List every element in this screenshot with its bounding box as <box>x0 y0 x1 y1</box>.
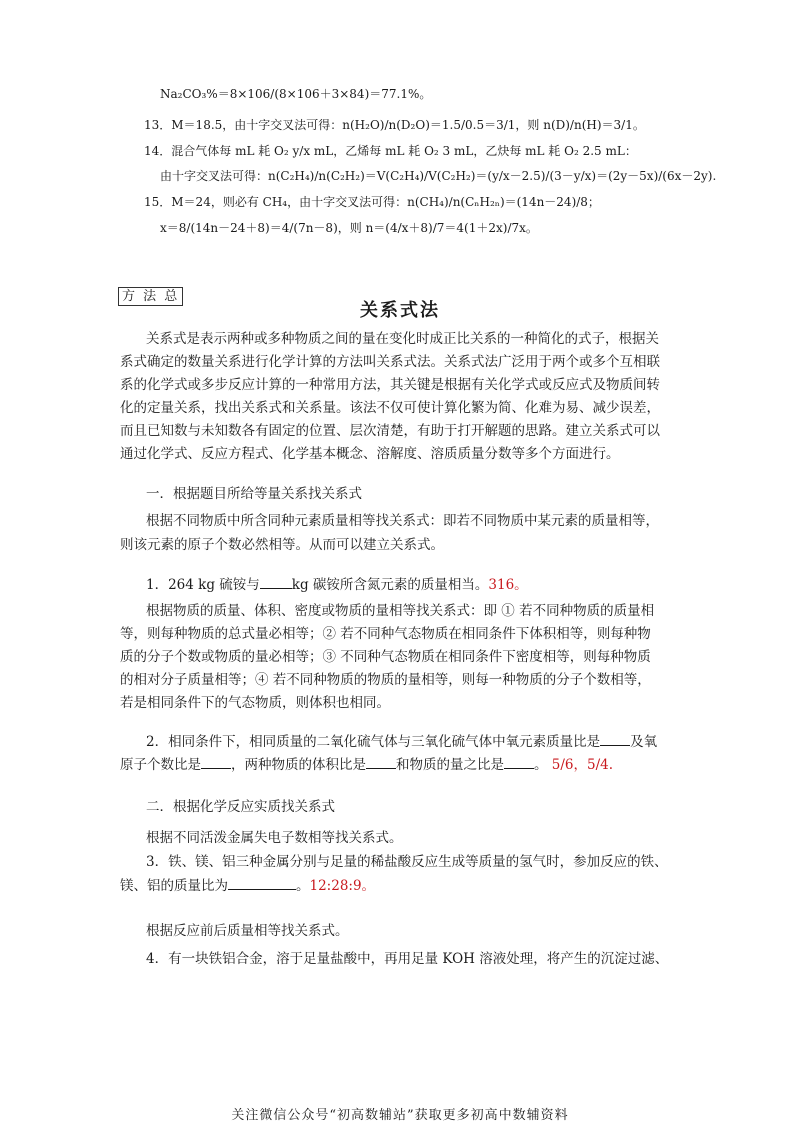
solution-na2co3: Na₂CO₃%＝8×106/(8×106＋3×84)＝77.1%。 <box>160 87 432 101</box>
section1-rule2-line: 质的分子个数或物质的量必相等；③ 不同种气态物质在相同条件下密度相等，则每种物质 <box>120 649 651 665</box>
question-3-text: 。 <box>296 878 310 894</box>
page-footer: 关注微信公众号“初高数辅站”获取更多初高中数辅资料 <box>231 1108 569 1123</box>
question-2-text: 2．相同条件下，相同质量的二氧化硫气体与三氧化硫气体中氧元素质量比是 <box>146 734 601 750</box>
question-1-text-post: kg 碳铵所含氮元素的质量相当。 <box>291 577 489 593</box>
question-3-text: 镁、铝的质量比为 <box>120 878 228 894</box>
intro-line: 化的定量关系，找出关系式和关系量。该法不仅可使计算化繁为简、化难为易、减少误差， <box>120 400 660 416</box>
solution-14-line1: 14．混合气体每 mL 耗 O₂ y/x mL，乙烯每 mL 耗 O₂ 3 mL，乙炔每 mL 耗 O₂ 2.5 mL： <box>144 144 637 158</box>
section1-rule-line: 根据不同物质中所含同种元素质量相等找关系式：即若不同物质中某元素的质量相等， <box>146 513 659 529</box>
intro-line: 通过化学式、反应方程式、化学基本概念、溶解度、溶质质量分数等多个方面进行。 <box>120 446 620 462</box>
question-4-line1: 4．有一块铁铝合金，溶于足量盐酸中，再用足量 KOH 溶液处理，将产生的沉淀过滤、 <box>146 951 669 967</box>
section1-rule2-line: 等，则每种物质的总式量必相等；② 若不同种气态物质在相同条件下体积相等，则每种物 <box>120 626 651 642</box>
intro-line: 关系式是表示两种或多种物质之间的量在变化时成正比关系的一种简化的式子，根据关 <box>146 331 659 347</box>
answer-blank <box>366 756 396 769</box>
method-summary-label: 方 法 总 <box>118 287 183 306</box>
intro-line: 系式确定的数量关系进行化学计算的方法叫关系式法。关系式法广泛用于两个或多个互相联 <box>120 354 660 370</box>
question-2-answer: 5/6，5/4. <box>551 757 614 773</box>
question-2-text: 和物质的量之比是 <box>396 757 504 773</box>
question-2-line1 <box>146 733 657 751</box>
answer-blank <box>600 733 630 746</box>
question-3-line1: 3．铁、镁、铝三种金属分别与足量的稀盐酸反应生成等质量的氢气时，参加反应的铁、 <box>146 854 668 870</box>
question-2-text: 及氧 <box>630 734 658 750</box>
section1-rule2-line: 根据物质的质量、体积、密度或物质的量相等找关系式：即 ① 若不同种物质的质量相 <box>146 603 655 619</box>
section1-heading: 一．根据题目所给等量关系找关系式 <box>146 486 362 502</box>
section1-rule2-line: 的相对分子质量相等；④ 若不同种物质的物质的量相等，则每一种物质的分子个数相等， <box>120 672 651 688</box>
solution-15-line2: x＝8/(14n－24＋8)＝4/(7n－8)，则 n＝(4/x＋8)/7＝4(1＋2x)/7x。 <box>160 221 538 235</box>
question-3-answer: 12:28:9。 <box>309 878 376 894</box>
question-2-text: 。 <box>534 757 548 773</box>
solution-15-line1: 15．M＝24，则必有 CH₄，由十字交叉法可得：n(CH₄)/n(CₙH₂ₙ)＝(14n－24)/8； <box>144 195 600 209</box>
section1-rule-line: 则该元素的原子个数必然相等。从而可以建立关系式。 <box>120 537 444 553</box>
page-title: 关系式法 <box>360 300 440 321</box>
question-2-text: 原子个数比是 <box>120 757 201 773</box>
answer-blank <box>228 877 296 890</box>
answer-blank <box>260 576 292 589</box>
section2-heading: 二．根据化学反应实质找关系式 <box>146 799 335 815</box>
question-1-text-pre: 1．264 kg 硫铵与 <box>146 577 260 593</box>
section1-rule2-line: 若是相同条件下的气态物质，则体积也相同。 <box>120 695 390 711</box>
question-2-text: ，两种物质的体积比是 <box>231 757 366 773</box>
solution-13: 13．M＝18.5，由十字交叉法可得：n(H₂O)/n(D₂O)＝1.5/0.5＝3/1，则 n(D)/n(H)＝3/1。 <box>144 118 645 132</box>
intro-line: 而且已知数与未知数各有固定的位置、层次清楚，有助于打开解题的思路。建立关系式可以 <box>120 423 660 439</box>
question-1 <box>146 576 528 594</box>
question-1-answer: 316。 <box>488 577 528 593</box>
solution-14-line2: 由十字交叉法可得：n(C₂H₄)/n(C₂H₂)＝V(C₂H₄)/V(C₂H₂)＝(y/x－2.5)/(3－y/x)＝(2y－5x)/(6x－2y). <box>160 169 717 183</box>
answer-blank <box>201 756 231 769</box>
section2-rule: 根据不同活泼金属失电子数相等找关系式。 <box>146 830 403 846</box>
question-3-line2 <box>120 877 375 895</box>
section2-rule2: 根据反应前后质量相等找关系式。 <box>146 923 349 939</box>
answer-blank <box>504 756 534 769</box>
question-2-line2 <box>120 756 613 774</box>
intro-line: 系的化学式或多步反应计算的一种常用方法，其关键是根据有关化学式或反应式及物质间转 <box>120 377 660 393</box>
